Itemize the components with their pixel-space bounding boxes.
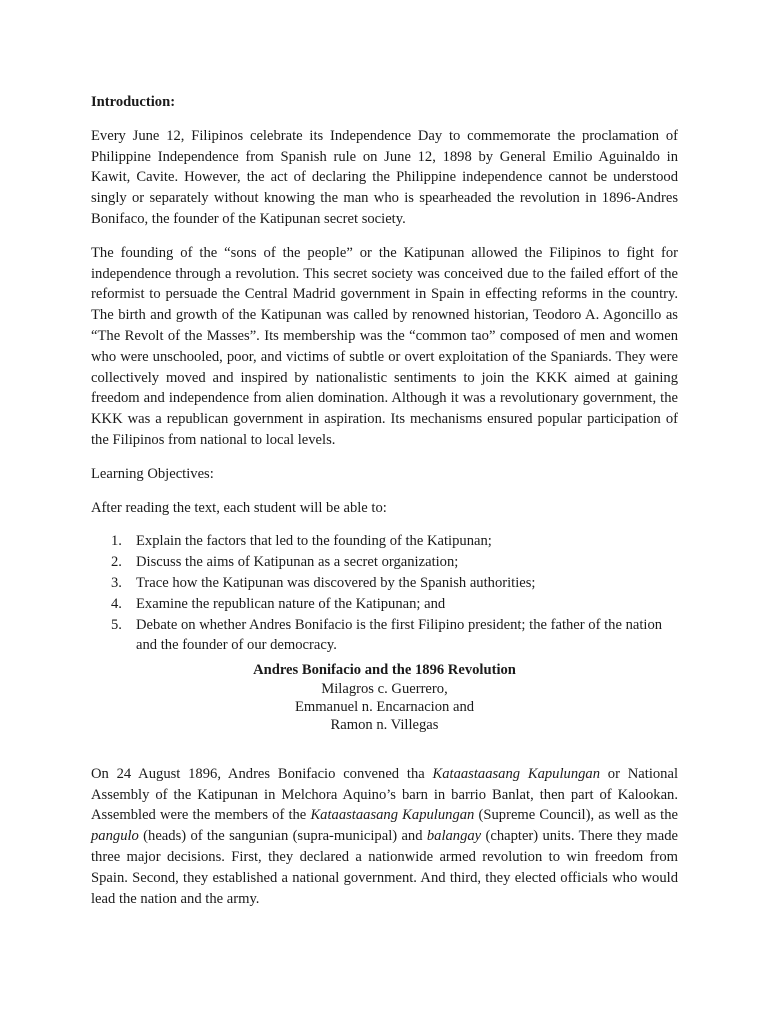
objectives-lead: After reading the text, each student will be able to: [91,499,387,516]
list-item [91,594,678,615]
article-title: Andres Bonifacio and the 1896 Revolution [253,662,516,679]
body-text: (Supreme Council), as well as the [474,807,679,824]
body-italic-term: Kataastaasang Kapulungan [432,765,601,782]
list-item [91,531,678,552]
list-number: 3. [111,574,122,591]
list-number: 1. [111,533,122,550]
list-text: Debate on whether Andres Bonifacio is the first Filipino president; the father of the nation and the founder of our democracy. [136,616,663,654]
body-text: or National Assembly of the Katipunan in Melchora Aquino’s barn in barrio Banlat, then part of Kalookan. Assembled were the members of the [91,765,678,824]
introduction-heading: Introduction: [91,94,176,110]
body-text: (heads) of the sangunian (supra-municipal) and [138,828,427,845]
intro-paragraph-1: Every June 12, Filipinos celebrate its Independence Day to commemorate the proclamation of Philippine Independence from Spanish rule on June 12, 1898 by General Emilio Aguinaldo in Kawit, Cavite. However, the act of declaring the Philippine independence cannot be understood singly or separately without knowing the man who is spearheaded the revolution in 1896-Andres Bonifaco, the founder of the Katipunan secret society. [91,127,678,227]
article-header [91,661,678,735]
list-number: 2. [111,554,122,571]
list-item [91,552,678,573]
list-text: Examine the republican nature of the Katipunan; and [136,595,446,612]
list-text: Explain the factors that led to the founding of the Katipunan; [136,533,492,550]
body-italic-term: Kataastaasang Kapulungan [310,807,475,824]
list-text: Discuss the aims of Katipunan as a secret organization; [136,554,459,571]
list-item [91,615,678,657]
author-line-1: Milagros c. Guerrero, [321,680,448,697]
body-italic-term: pangulo [91,828,139,845]
list-number: 4. [111,595,122,612]
objectives-list [91,531,678,656]
body-italic-term: balangay [426,828,482,845]
body-text: (chapter) units. There they made three major decisions. First, they declared a nationwide armed revolution to win freedom from Spain. Second, they established a national government. And third, they elected officials who would lead the nation and the army. [91,828,678,907]
learning-objectives-heading: Learning Objectives: [91,465,214,482]
document-page [91,92,678,922]
list-item [91,573,678,594]
list-number: 5. [111,616,122,633]
intro-paragraph-2: The founding of the “sons of the people” or the Katipunan allowed the Filipinos to fight for independence through a revolution. This secret society was conceived due to the failed effort of the reformist to persuade the Central Madrid government in Spain in effecting reforms in the country. The birth and growth of the Katipunan was called by renowned historian, Teodoro A. Agoncillo as “The Revolt of the Masses”. Its membership was the “common tao” composed of men and women who were unschooled, poor, and victims of subtle or overt exploitation of the Spaniards. They were collectively moved and inspired by nationalistic sentiments to join the KKK aimed at gaining freedom and independence from alien domination. Although it was a revolutionary government, the KKK was a republican government in aspiration. Its mechanisms ensured popular participation of the Filipinos from national to local levels. [91,244,678,448]
body-text: On 24 August 1896, Andres Bonifacio convened tha [91,765,433,782]
article-body-paragraph [91,764,678,910]
list-text: Trace how the Katipunan was discovered by the Spanish authorities; [136,574,536,591]
author-line-3: Ramon n. Villegas [330,717,439,734]
author-line-2: Emmanuel n. Encarnacion and [294,698,475,715]
